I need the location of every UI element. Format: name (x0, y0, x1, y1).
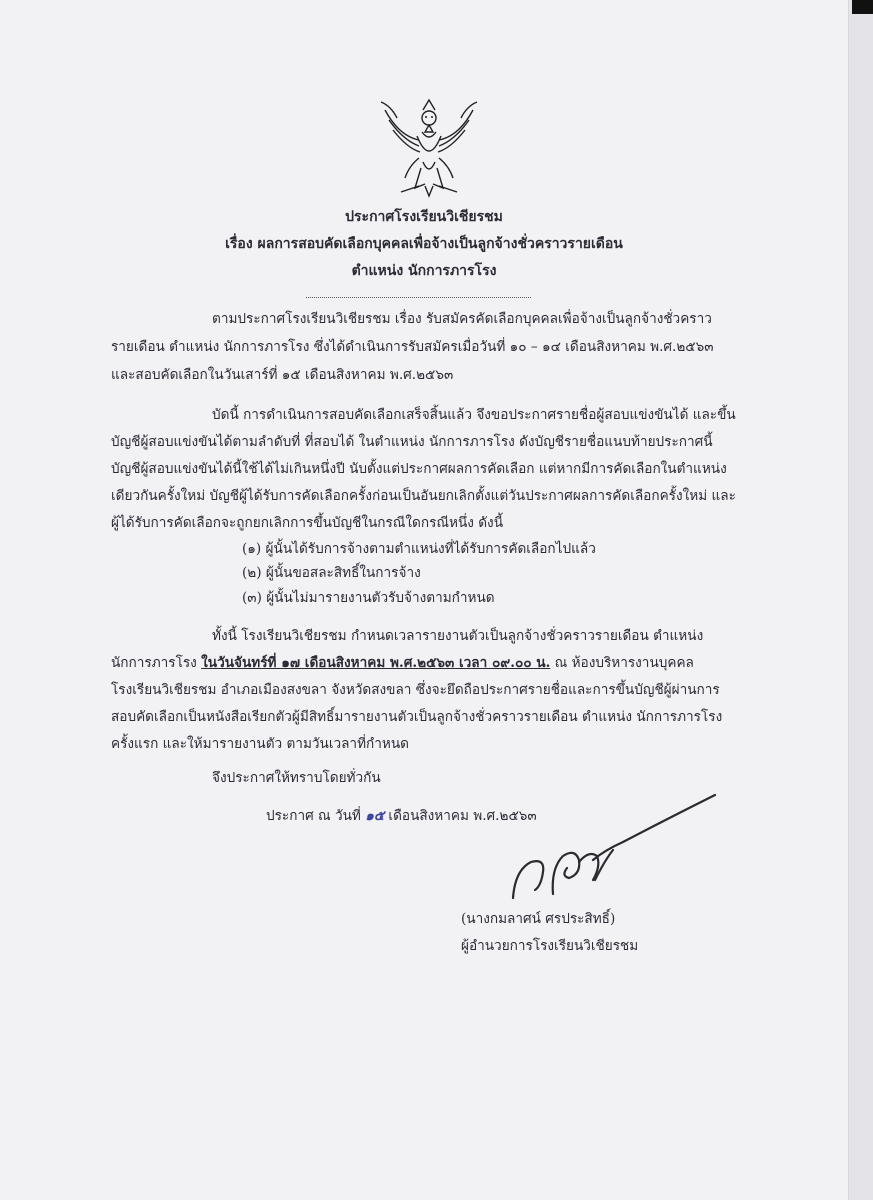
paragraph-1-line-3: และสอบคัดเลือกในวันเสาร์ที่ ๑๕ เดือนสิงหาคม พ.ศ.๒๕๖๓ (111, 367, 454, 383)
paragraph-2-line-4: เดียวกันครั้งใหม่ บัญชีผู้ได้รับการคัดเลือกครั้งก่อนเป็นอันยกเลิกตั้งแต่วันประกาศผลการคัดเลือกครั้งใหม่ และ (111, 488, 736, 504)
paragraph-2-line-3: บัญชีผู้สอบแข่งขันได้นี้ใช้ได้ไม่เกินหนึ่งปี นับตั้งแต่ประกาศผลการคัดเลือก แต่หากมีการคัดเลือกในตำแหน่ง (111, 461, 727, 477)
dotted-separator (306, 297, 531, 298)
paragraph-3-line-2 (111, 652, 694, 674)
paragraph-3-line-2-suffix: ณ ห้องบริหารงานบุคคล (550, 655, 694, 671)
handwritten-day: ๑๕ (365, 808, 385, 824)
announcement-subject: เรื่อง ผลการสอบคัดเลือกบุคคลเพื่อจ้างเป็นลูกจ้างชั่วคราวรายเดือน (225, 236, 623, 252)
paragraph-3-line-4: สอบคัดเลือกเป็นหนังสือเรียกตัวผู้มีสิทธิ์มารายงานตัวเป็นลูกจ้างชั่วคราวรายเดือน ตำแหน่ง นักการภารโรง (111, 709, 723, 725)
paragraph-1-line-1: ตามประกาศโรงเรียนวิเชียรชม เรื่อง รับสมัครคัดเลือกบุคคลเพื่อจ้างเป็นลูกจ้างชั่วคราว (212, 311, 712, 327)
announced-date-prefix: ประกาศ ณ วันที่ (266, 808, 366, 824)
paragraph-2-line-2: บัญชีผู้สอบแข่งขันได้ตามลำดับที่ ที่สอบได้ ในตำแหน่ง นักการภารโรง ดังบัญชีรายชื่อแนบท้ายประกาศนี้ (111, 434, 713, 450)
condition-item-2: (๒) ผู้นั้นขอสละสิทธิ์ในการจ้าง (242, 565, 421, 581)
announced-date-suffix: เดือนสิงหาคม พ.ศ.๒๕๖๓ (384, 808, 537, 824)
scan-corner-mark (852, 0, 873, 14)
paragraph-1-line-2: รายเดือน ตำแหน่ง นักการภารโรง ซึ่งได้ดำเนินการรับสมัครเมื่อวันที่ ๑๐ – ๑๔ เดือนสิงหาคม พ.ศ.๒๕๖๓ (111, 339, 714, 355)
handwritten-signature (505, 790, 725, 910)
announcement-title: ประกาศโรงเรียนวิเชียรชม (345, 209, 503, 225)
signer-name: (นางกมลาศน์ ศรประสิทธิ์) (461, 911, 616, 927)
announced-date (266, 805, 537, 827)
announcement-position: ตำแหน่ง นักการภารโรง (351, 263, 497, 279)
condition-item-3: (๓) ผู้นั้นไม่มารายงานตัวรับจ้างตามกำหนด (242, 590, 495, 606)
signer-title: ผู้อำนวยการโรงเรียนวิเชียรชม (461, 938, 639, 954)
paragraph-3-line-2-prefix: นักการภารโรง (111, 655, 202, 671)
paragraph-3-line-3: โรงเรียนวิเชียรชม อำเภอเมืองสงขลา จังหวัดสงขลา ซึ่งจะยึดถือประกาศรายชื่อและการขึ้นบัญชีผู้ผ่านการ (111, 682, 720, 698)
garuda-emblem-icon (379, 96, 479, 198)
report-date-emphasis: ในวันจันทร์ที่ ๑๗ เดือนสิงหาคม พ.ศ.๒๕๖๓ เวลา ๐๙.๐๐ น. (201, 655, 551, 671)
paragraph-2-line-5: ผู้ได้รับการคัดเลือกจะถูกยกเลิกการขึ้นบัญชีในกรณีใดกรณีหนึ่ง ดังนี้ (111, 515, 503, 531)
paragraph-3-line-1: ทั้งนี้ โรงเรียนวิเชียรชม กำหนดเวลารายงานตัวเป็นลูกจ้างชั่วคราวรายเดือน ตำแหน่ง (212, 628, 704, 644)
page-edge (848, 0, 873, 1200)
paragraph-2-line-1: บัดนี้ การดำเนินการสอบคัดเลือกเสร็จสิ้นแล้ว จึงขอประกาศรายชื่อผู้สอบแข่งขันได้ และขึ้น (212, 407, 736, 423)
paragraph-3-line-5: ครั้งแรก และให้มารายงานตัว ตามวันเวลาที่กำหนด (111, 736, 409, 752)
condition-item-1: (๑) ผู้นั้นได้รับการจ้างตามตำแหน่งที่ได้รับการคัดเลือกไปแล้ว (242, 541, 596, 557)
closing-statement: จึงประกาศให้ทราบโดยทั่วกัน (212, 770, 381, 786)
